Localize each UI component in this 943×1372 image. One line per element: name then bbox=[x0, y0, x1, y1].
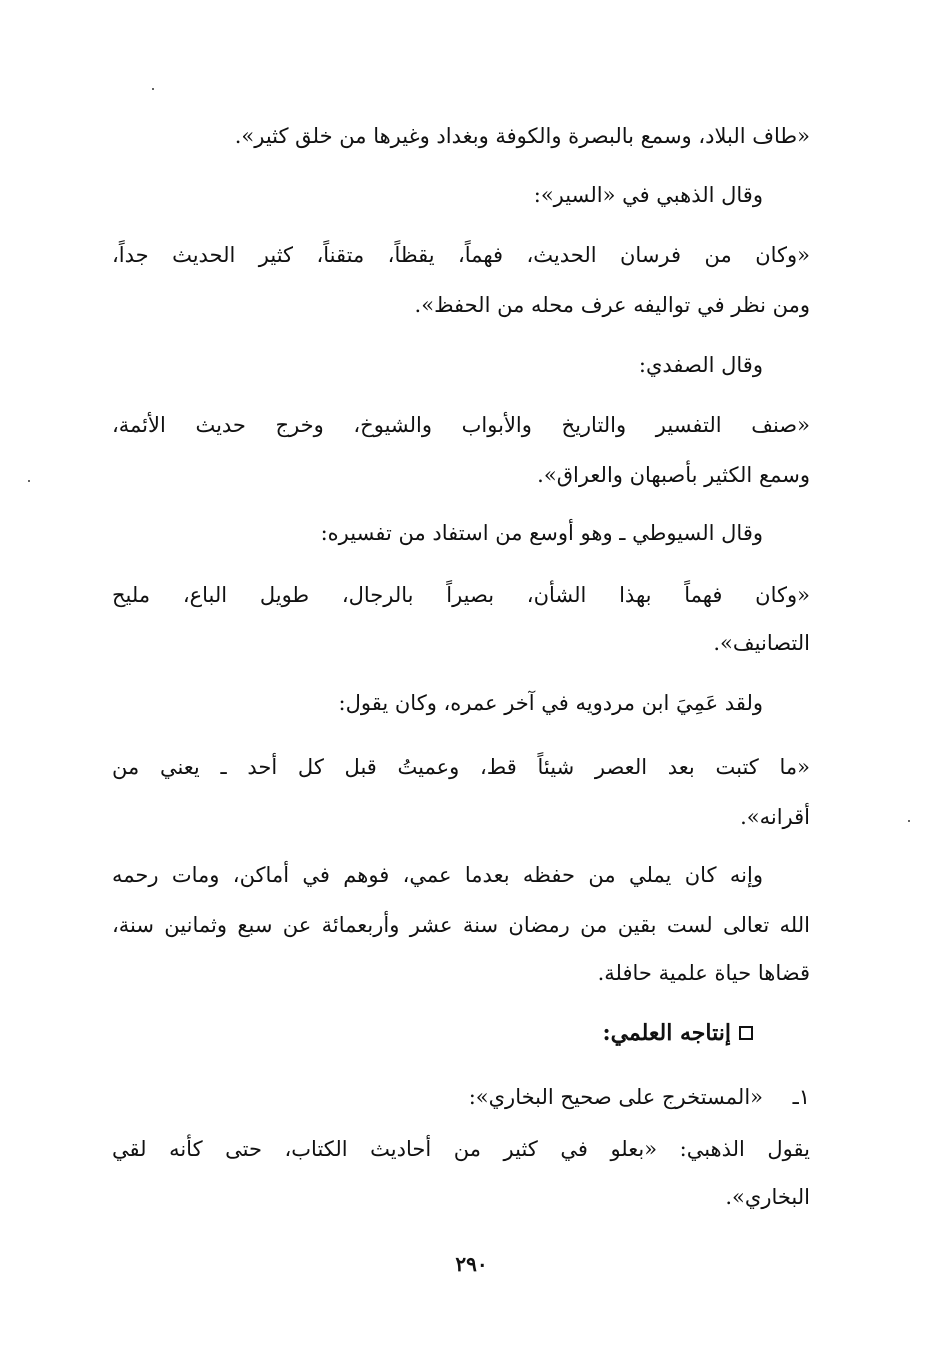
quote-line: أقرانه». bbox=[740, 805, 810, 829]
quote-line: التصانيف». bbox=[713, 631, 810, 655]
list-item-text: يقول الذهبي: «بعلو في كثير من أحاديث الكتاب، حتى كأنه لقي bbox=[112, 1137, 810, 1161]
paragraph-line: «طاف البلاد، وسمع بالبصرة والكوفة وبغداد وغيرها من خلق كثير». bbox=[234, 124, 810, 148]
paragraph-line: قضاها حياة علمية حافلة. bbox=[597, 961, 810, 985]
quote-line: «صنف التفسير والتاريخ والأبواب والشيوخ، وخرج حديث الأئمة، bbox=[112, 413, 810, 437]
scan-speck bbox=[908, 820, 910, 822]
quote-line: «وكان فهماً بهذا الشأن، بصيراً بالرجال، طويل الباع، مليح bbox=[112, 583, 810, 607]
paragraph-line: وقال الذهبي في «السير»: bbox=[533, 183, 763, 207]
paragraph-line: وقال الصفدي: bbox=[638, 353, 763, 377]
scan-speck bbox=[28, 480, 30, 482]
square-box-icon bbox=[739, 1026, 753, 1040]
paragraph-line: ولقد عَمِيَ ابن مردويه في آخر عمره، وكان يقول: bbox=[338, 691, 763, 715]
list-item-number: ١ـ bbox=[792, 1085, 810, 1109]
list-item-title: «المستخرج على صحيح البخاري»: bbox=[468, 1085, 763, 1109]
quote-line: ومن نظر في تواليفه عرف محله من الحفظ». bbox=[414, 293, 810, 317]
section-heading bbox=[602, 1018, 753, 1048]
paragraph-line: وقال السيوطي ـ وهو أوسع من استفاد من تفسيره: bbox=[320, 521, 763, 545]
scan-speck bbox=[152, 88, 154, 90]
quote-line: «ما كتبت بعد العصر شيئاً قط، وعميتُ قبل كل أحد ـ يعني من bbox=[112, 755, 810, 779]
list-item-text: البخاري». bbox=[725, 1185, 810, 1209]
quote-line: «وكان من فرسان الحديث، فهماً، يقظاً، متقناً، كثير الحديث جداً، bbox=[112, 243, 810, 267]
quote-line: وسمع الكثير بأصبهان والعراق». bbox=[537, 463, 810, 487]
section-heading-text: إنتاجه العلمي: bbox=[602, 1020, 731, 1046]
paragraph-line: الله تعالى لست بقين من رمضان سنة عشر وأربعمائة عن سبع وثمانين سنة، bbox=[112, 913, 810, 937]
page-number: ٢٩٠ bbox=[455, 1252, 488, 1276]
paragraph-line: وإنه كان يملي من حفظه بعدما عمي، فوهم في أماكن، ومات رحمه bbox=[112, 863, 763, 887]
